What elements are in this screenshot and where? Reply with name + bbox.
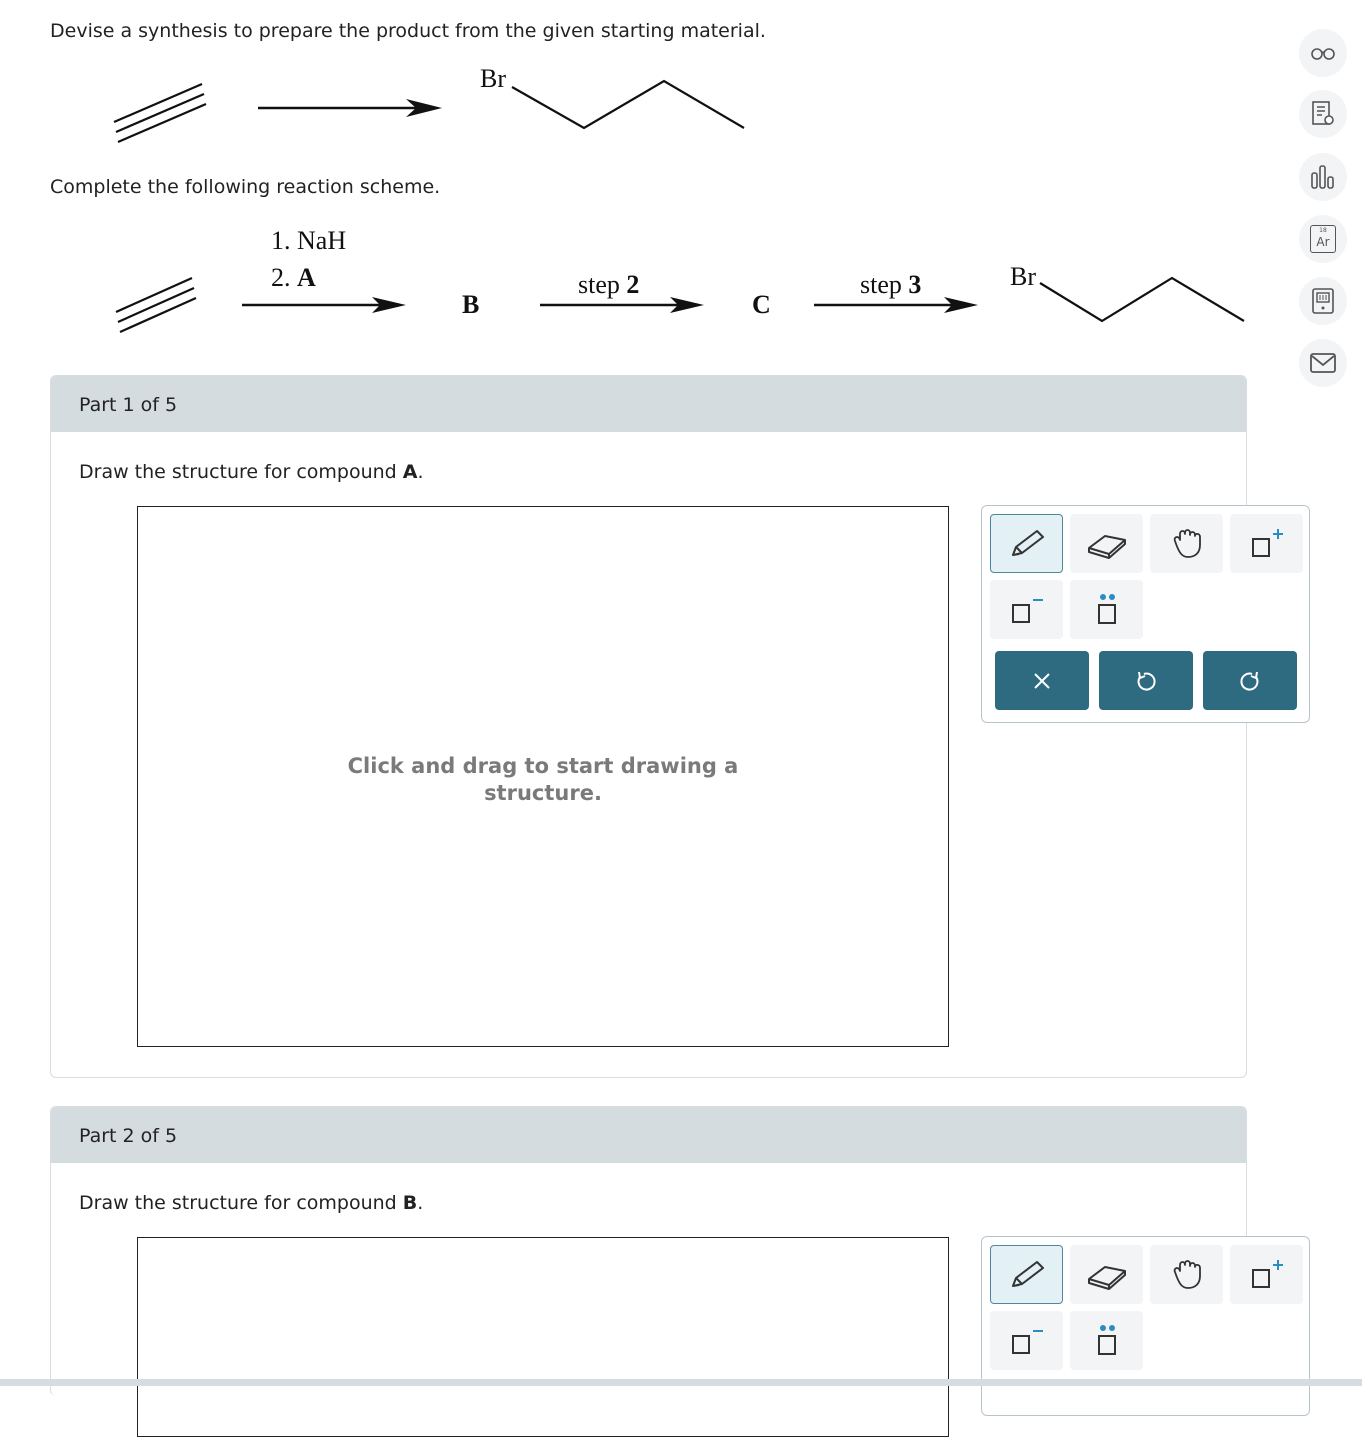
step3-arrow [812,293,982,317]
sidebar-item-mail[interactable] [1299,339,1347,387]
overview-reaction-arrow [256,96,446,120]
hand-tool-button[interactable] [1150,1245,1223,1304]
scheme-product-br-label: Br [1010,262,1036,291]
pencil-icon [1007,527,1047,561]
pencil-tool-button[interactable] [990,514,1063,573]
pencil-icon [1007,1258,1047,1292]
reagent-2-label: 2. A [271,263,316,292]
sidebar-item-periodic-table[interactable] [1299,215,1347,263]
hand-icon [1169,527,1205,561]
product-br-label: Br [480,64,506,93]
positive-charge-button[interactable] [1230,514,1303,573]
eraser-tool-button[interactable] [1070,514,1143,573]
horizontal-scrollbar[interactable] [0,1379,1362,1386]
step2-label: step 2 [578,270,640,299]
compound-a-label: A [297,263,316,292]
redo-button[interactable] [1203,651,1297,710]
charge-plus-icon [1247,527,1287,561]
undo-icon [1134,669,1158,693]
instruction-text: Devise a synthesis to prepare the product from the given starting material. [50,20,766,42]
reference-icon [1310,100,1336,128]
reagent-1-label: 1. NaH [271,226,347,255]
canvas-hint-text: Click and drag to start drawing a structure. [347,754,739,805]
periodic-table-icon: 18 Ar [1310,225,1336,253]
drawing-canvas[interactable] [137,506,949,1047]
positive-charge-button[interactable] [1230,1245,1303,1304]
clear-button[interactable] [995,651,1089,710]
step1-arrow [240,293,410,317]
starting-alkyne-structure [110,80,210,150]
step3-label: step 3 [860,270,922,299]
lone-pair-button[interactable] [1070,580,1143,639]
drawing-toolbox [981,505,1310,723]
eraser-icon [1085,1259,1129,1291]
part-1-question: Draw the structure for compound A. [79,461,424,483]
intermediate-c-label: C [752,290,771,319]
scheme-alkyne-structure [112,274,202,338]
sidebar-item-glasses[interactable] [1299,29,1347,77]
negative-charge-button[interactable] [990,1311,1063,1370]
charge-minus-icon [1007,1324,1047,1358]
scheme-instruction-text: Complete the following reaction scheme. [50,176,441,198]
calculator-icon [1310,287,1336,315]
charge-minus-icon [1007,593,1047,627]
product-structure [500,76,750,136]
sidebar-item-chart[interactable] [1299,153,1347,201]
step2-arrow [538,293,708,317]
mail-icon [1309,352,1337,374]
lone-pair-icon [1087,590,1127,630]
part-2-header: Part 2 of 5 [51,1107,1246,1163]
part-1-header: Part 1 of 5 [51,376,1246,432]
scheme-product-structure [1030,272,1250,328]
sidebar-item-calculator[interactable] [1299,277,1347,325]
hand-icon [1169,1258,1205,1292]
redo-icon [1238,669,1262,693]
negative-charge-button[interactable] [990,580,1063,639]
part-2-question: Draw the structure for compound B. [79,1192,424,1214]
clear-icon [1030,669,1054,693]
drawing-toolbox-part-2 [981,1236,1310,1416]
lone-pair-icon [1087,1321,1127,1361]
undo-button[interactable] [1099,651,1193,710]
sidebar-item-reference[interactable] [1299,90,1347,138]
drawing-canvas-part-2[interactable] [137,1237,949,1437]
pencil-tool-button[interactable] [990,1245,1063,1304]
glasses-icon [1310,46,1336,60]
chart-icon [1309,163,1337,191]
eraser-tool-button[interactable] [1070,1245,1143,1304]
intermediate-b-label: B [462,290,480,319]
lone-pair-button[interactable] [1070,1311,1143,1370]
part-1-card [50,375,1247,1078]
charge-plus-icon [1247,1258,1287,1292]
eraser-icon [1085,528,1129,560]
hand-tool-button[interactable] [1150,514,1223,573]
